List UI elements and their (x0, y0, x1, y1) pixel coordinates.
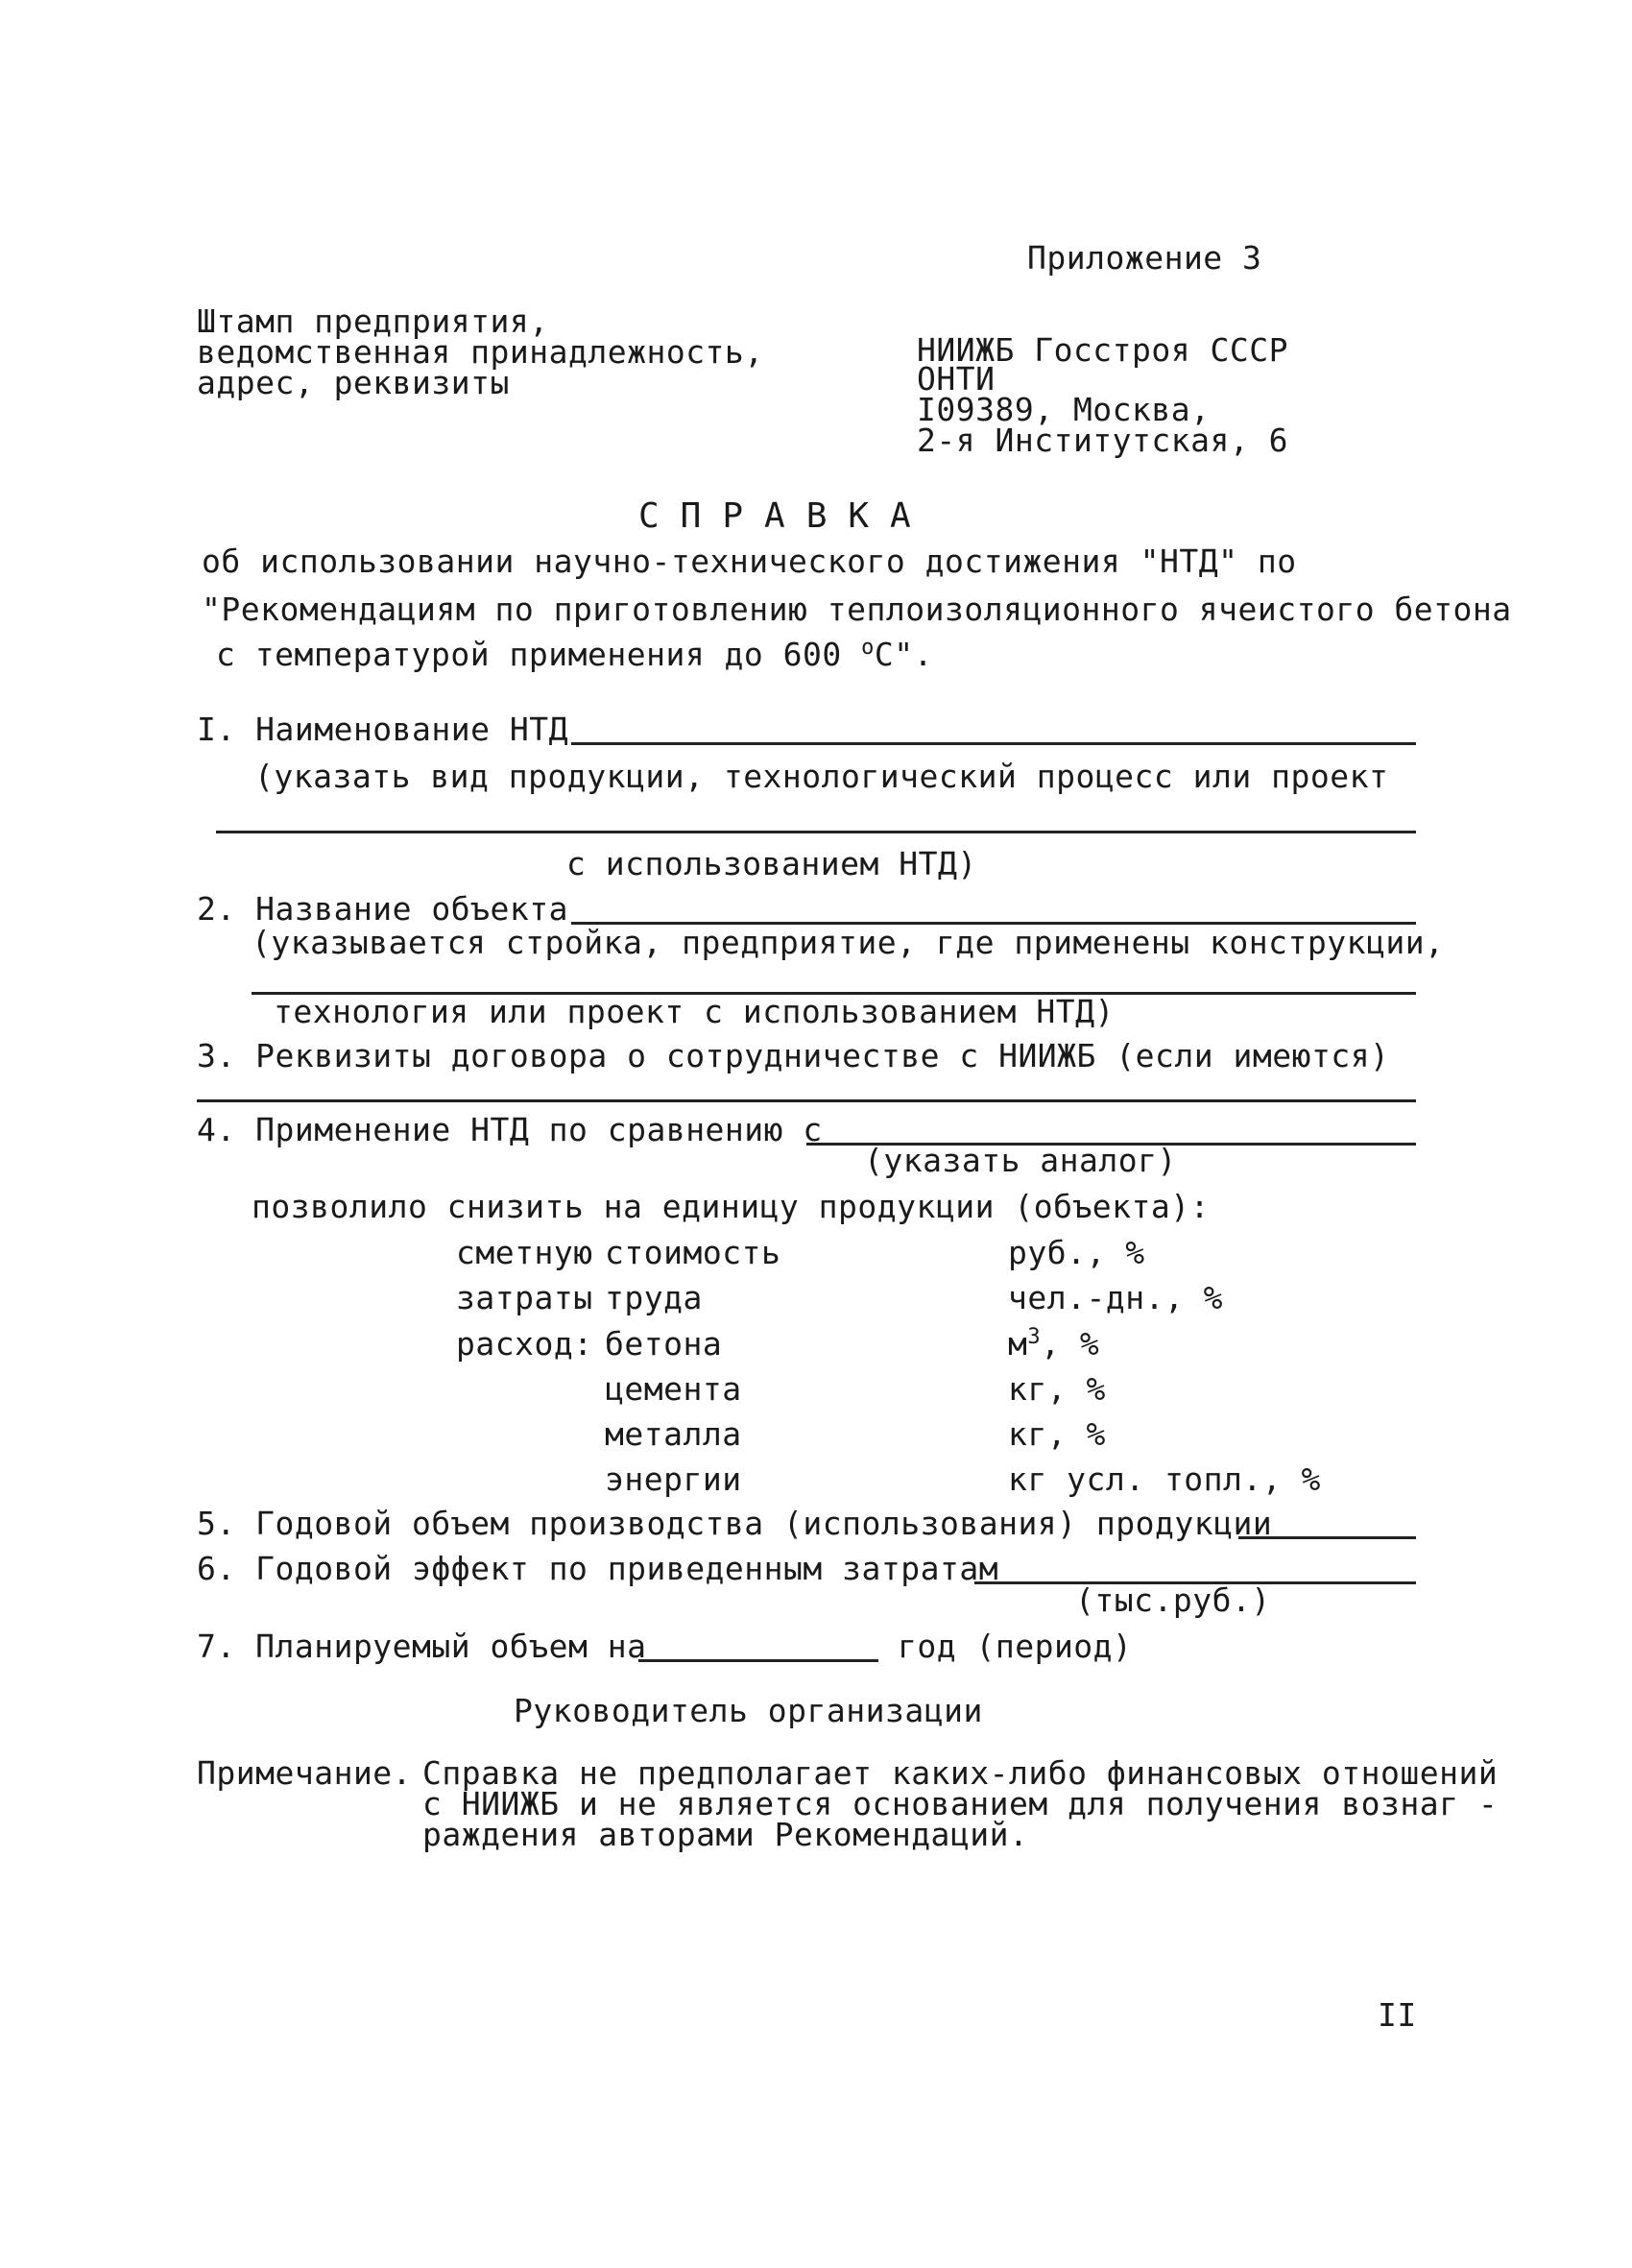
row-label-b: стоимость (605, 1234, 781, 1271)
item-4-label: 4. Применение НТД по сравнению с (197, 1111, 823, 1148)
row-label-b: бетона (605, 1325, 723, 1363)
note-line-1: Справка не предполагает каких-либо финансовых отношений (422, 1754, 1499, 1792)
row-label-b: энергии (605, 1460, 742, 1498)
row-unit: $м^3$, % (1008, 1325, 1100, 1363)
note-line-3: раждения авторами Рекомендаций. (422, 1816, 1029, 1853)
row-unit: кг, % (1008, 1370, 1106, 1408)
item-1-blank[interactable] (571, 742, 1416, 745)
addressee-line-4: 2-я Институтская, 6 (917, 422, 1288, 459)
item-7-suffix: год (период) (898, 1628, 1133, 1665)
row-unit: кг усл. топл., % (1008, 1460, 1321, 1498)
item-4-hint: (указать аналог) (864, 1142, 1177, 1179)
row-label-a: сметную (456, 1234, 593, 1271)
page-number: II (1378, 1996, 1417, 2034)
row-label-a: расход: (456, 1325, 593, 1363)
item-2-hint-2: технология или проект с использованием НТД) (274, 993, 1115, 1030)
item-1-hint-2: с использованием НТД) (566, 845, 977, 882)
item-5-blank[interactable] (1238, 1536, 1416, 1539)
subtitle-line-2: "Рекомендациям по приготовлению теплоизоляционного ячеистого бетона (202, 591, 1512, 628)
item-2-hint-1: (указывается стройка, предприятие, где применены конструкции, (252, 924, 1445, 961)
item-2-label: 2. Название объекта (197, 890, 568, 928)
item-4-intro: позволило снизить на единицу продукции (объекта): (252, 1188, 1211, 1225)
subtitle-line-3: с температурой применения до 600 $^о$С". (216, 636, 933, 673)
item-1-blank-2[interactable] (216, 831, 1416, 833)
item-5-label: 5. Годовой объем производства (использования) продукции (197, 1505, 1273, 1542)
stamp-line-2: ведомственная принадлежность, (197, 333, 764, 371)
row-label-b: труда (605, 1279, 703, 1316)
row-label-b: цемента (605, 1370, 742, 1408)
note-label: Примечание. (197, 1754, 413, 1792)
item-1-label: I. Наименование НТД (197, 711, 568, 748)
subtitle-line-1: об использовании научно-технического достижения "НТД" по (202, 543, 1297, 580)
item-7-blank[interactable] (638, 1659, 878, 1662)
appendix-label: Приложение 3 (1027, 239, 1262, 277)
note-line-2: с НИИЖБ и не является основанием для получения вознаг - (422, 1785, 1499, 1822)
item-3-blank[interactable] (197, 1099, 1416, 1102)
addressee-line-1: НИИЖБ Госстроя СССР (917, 331, 1288, 369)
row-unit: кг, % (1008, 1415, 1106, 1453)
row-label-a: затраты (456, 1279, 593, 1316)
addressee-line-2: ОНТИ (917, 360, 996, 398)
addressee-line-3: I09389, Москва, (917, 391, 1211, 428)
document-title: СПРАВКА (638, 496, 932, 536)
item-7-label: 7. Планируемый объем на (197, 1628, 647, 1665)
stamp-line-1: Штамп предприятия, (197, 302, 549, 340)
item-6-label: 6. Годовой эффект по приведенным затратам (197, 1550, 999, 1587)
row-unit: руб., % (1008, 1234, 1145, 1271)
signature-label: Руководитель организации (514, 1692, 983, 1729)
item-6-hint: (тыс.руб.) (1075, 1581, 1271, 1619)
row-unit: чел.-дн., % (1008, 1279, 1224, 1316)
item-1-hint-1: (указать вид продукции, технологический процесс или проект (254, 758, 1389, 795)
stamp-line-3: адрес, реквизиты (197, 364, 510, 401)
row-label-b: металла (605, 1415, 742, 1453)
item-3-label: 3. Реквизиты договора о сотрудничестве с НИИЖБ (если имеются) (197, 1037, 1390, 1074)
